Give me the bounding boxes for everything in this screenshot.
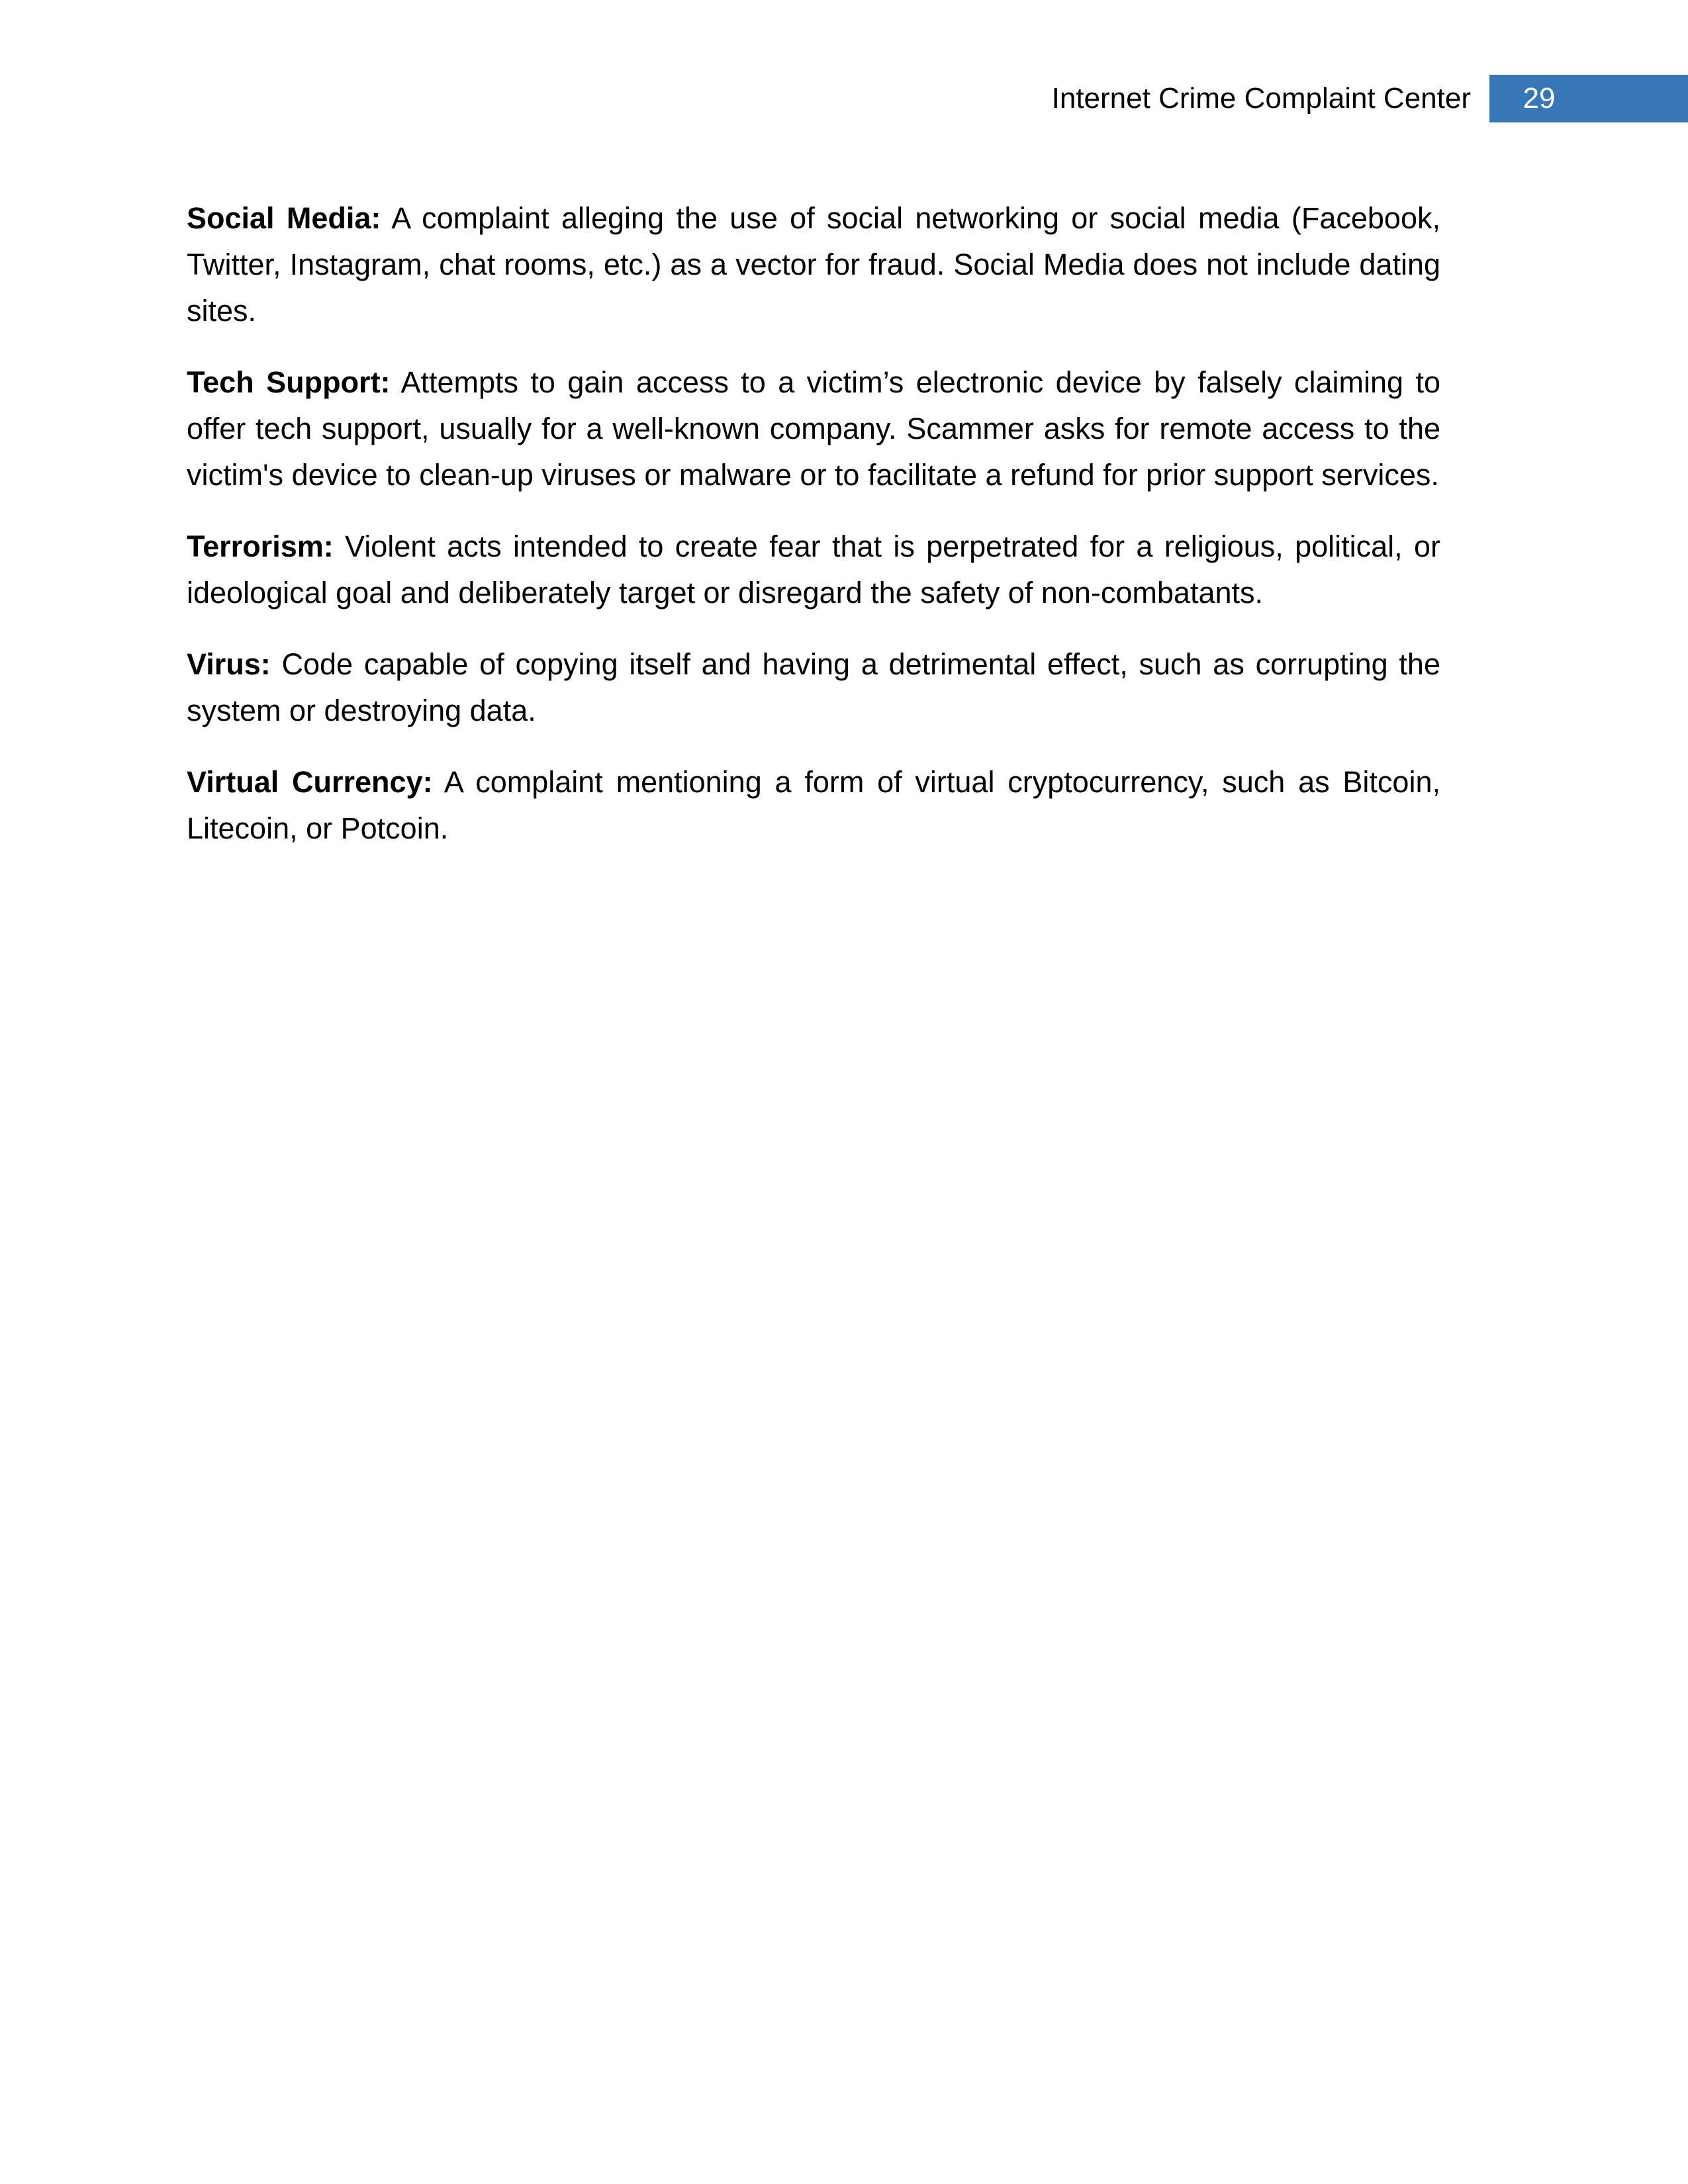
header-title: Internet Crime Complaint Center [1051, 82, 1471, 114]
glossary-entry-virus [187, 641, 1440, 734]
glossary-entry-tech-support [187, 359, 1440, 498]
glossary-entry-social-media [187, 195, 1440, 334]
glossary-entry-virtual-currency [187, 759, 1440, 852]
glossary-term: Virtual Currency: [187, 765, 433, 799]
glossary-definition: Attempts to gain access to a victim’s electronic device by falsely claiming to offer tech support, usually for a well-known company. Scammer asks for remote access to the victim's device to clean-up viruses or malware or to facilitate a refund for prior support services. [187, 365, 1441, 492]
glossary-term: Virus: [187, 647, 271, 681]
glossary-term: Terrorism: [187, 529, 334, 563]
page-number: 29 [1523, 82, 1556, 114]
glossary-term: Tech Support: [187, 365, 391, 399]
glossary-entry-terrorism [187, 523, 1440, 616]
glossary-content [187, 195, 1440, 877]
glossary-definition: A complaint alleging the use of social networking or social media (Facebook, Twitter, Instagram, chat rooms, etc.) as a vector for fraud. Social Media does not include dating sites. [187, 201, 1440, 328]
page-header [0, 75, 1688, 122]
glossary-definition: Violent acts intended to create fear that is perpetrated for a religious, political, or ideological goal and deliberately target or disregard the safety of non-combatants. [187, 529, 1440, 610]
glossary-definition: Code capable of copying itself and having a detrimental effect, such as corrupting the system or destroying data. [187, 647, 1440, 727]
glossary-definition: A complaint mentioning a form of virtual cryptocurrency, such as Bitcoin, Litecoin, or Potcoin. [187, 765, 1440, 845]
page-number-box [1489, 75, 1688, 122]
glossary-term: Social Media: [187, 201, 381, 235]
